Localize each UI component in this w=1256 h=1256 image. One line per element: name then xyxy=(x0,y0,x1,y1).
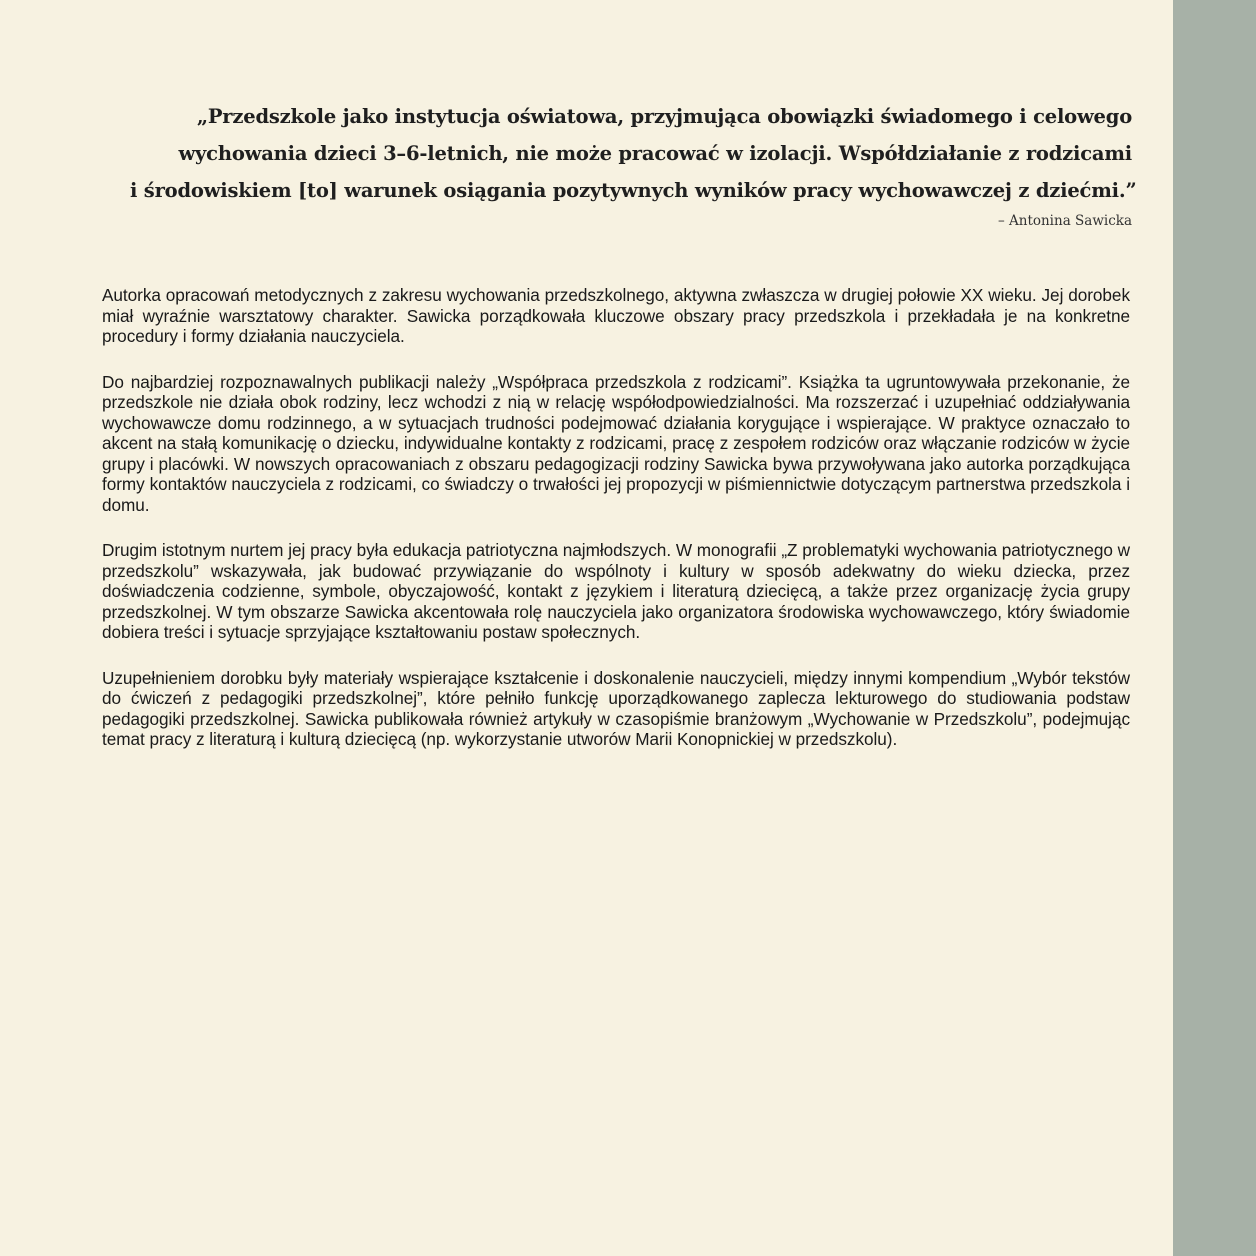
paragraph: Uzupełnieniem dorobku były materiały wspierające kształcenie i doskonalenie nauczycieli, między innymi kompendium „Wybór tekstów do ćwiczeń z pedagogiki przedszkolnej”, które pełniło funkcję uporządkowanego zaplecza lekturowego do studiowania podstaw pedagogiki przedszkolnej. Sawicka publikowała również artykuły w czasopiśmie branżowym „Wychowanie w Przedszkolu”, podejmując temat pracy z literaturą i kulturą dziecięcą (np. wykorzystanie utworów Marii Konopnickiej w przedszkolu). xyxy=(102,667,1130,749)
quote-line: i środowiskiem [to] warunek osiągania pozytywnych wyników pracy wychowawczej z dziećmi.” xyxy=(130,179,1137,202)
paragraph: Do najbardziej rozpoznawalnych publikacji należy „Współpraca przedszkola z rodzicami”. Książka ta ugruntowywała przekonanie, że przedszkole nie działa obok rodziny, lecz wchodzi z nią w relację współodpowiedzialności. Ma rozszerzać i uzupełniać oddziaływania wychowawcze domu rodzinnego, a w sytuacjach trudności podejmować działania korygujące i wspierające. W praktyce oznaczało to akcent na stałą komunikację o dziecku, indywidualne kontakty z rodzicami, pracę z zespołem rodziców oraz włączanie rodziców w życie grupy i placówki. W nowszych opracowaniach z obszaru pedagogizacji rodziny Sawicka bywa przywoływana jako autorka porządkująca formy kontaktów nauczyciela z rodzicami, co świadczy o trwałości jej propozycji w piśmiennictwie dotyczącym partnerstwa przedszkola i domu. xyxy=(102,371,1130,515)
body-text xyxy=(102,285,1130,775)
quote-line: wychowania dzieci 3–6-letnich, nie może pracować w izolacji. Współdziałanie z rodzicami xyxy=(178,142,1132,165)
paragraph: Drugim istotnym nurtem jej pracy była edukacja patriotyczna najmłodszych. W monografii „Z problematyki wychowania patriotycznego w przedszkolu” wskazywała, jak budować przywiązanie do wspólnoty i kultury w sposób adekwatny do wieku dziecka, przez doświadczenia codzienne, symbole, obyczajowość, kontakt z językiem i literaturą dziecięcą, a także przez organizację życia grupy przedszkolnej. W tym obszarze Sawicka akcentowała rolę nauczyciela jako organizatora środowiska wychowawczego, który świadomie dobiera treści i sytuacje sprzyjające kształtowaniu postaw społecznych. xyxy=(102,540,1130,642)
quote-line: „Przedszkole jako instytucja oświatowa, przyjmująca obowiązki świadomego i celowego xyxy=(196,105,1132,128)
quote-text xyxy=(130,98,1137,209)
quote-author: – Antonina Sawicka xyxy=(997,213,1132,229)
paragraph: Autorka opracowań metodycznych z zakresu wychowania przedszkolnego, aktywna zwłaszcza w drugiej połowie XX wieku. Jej dorobek miał wyraźnie warsztatowy charakter. Sawicka porządkowała kluczowe obszary pracy przedszkola i przekładała je na konkretne procedury i formy działania nauczyciela. xyxy=(102,285,1130,346)
side-strip xyxy=(1173,0,1256,1256)
quote-block xyxy=(130,98,1137,231)
